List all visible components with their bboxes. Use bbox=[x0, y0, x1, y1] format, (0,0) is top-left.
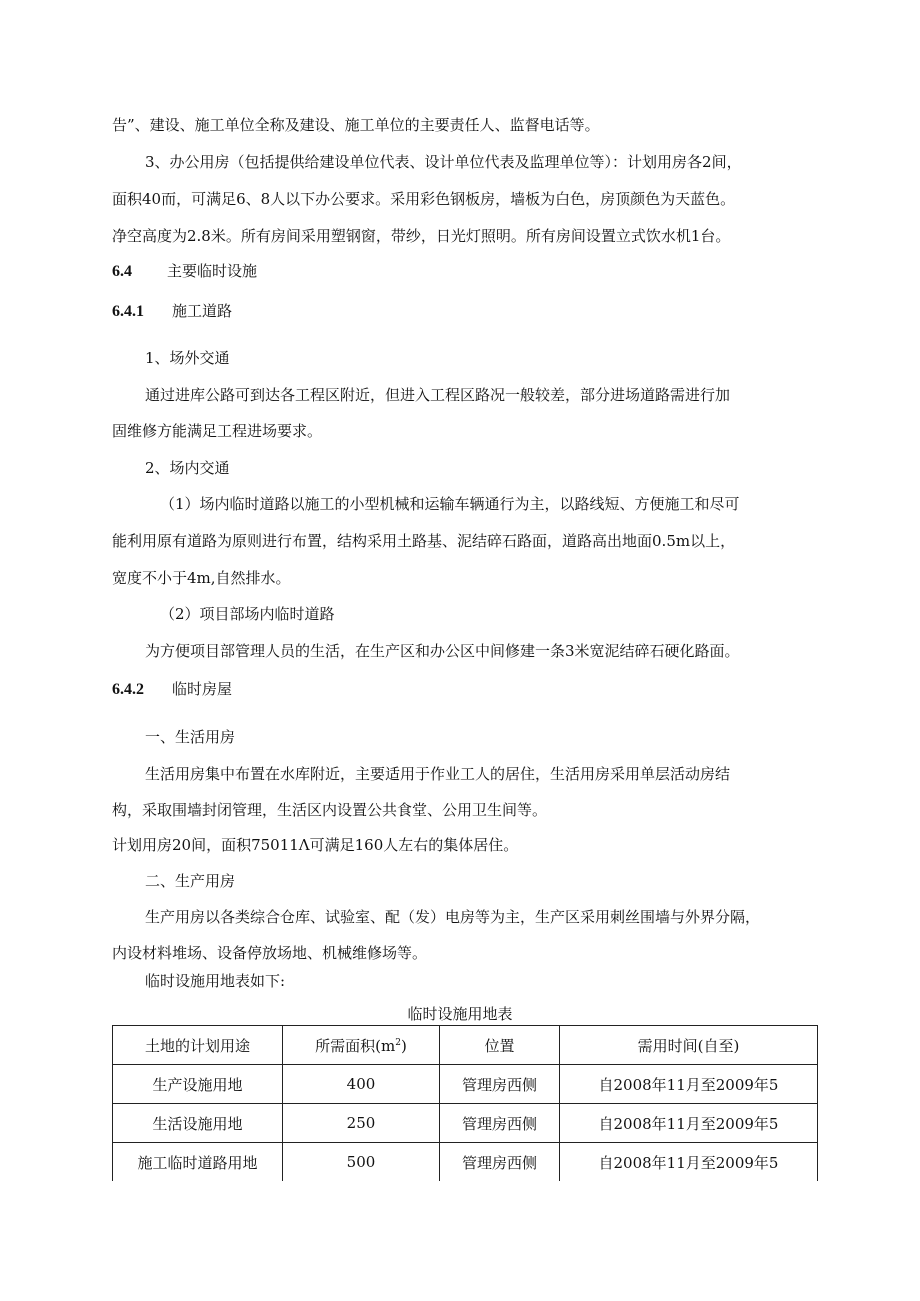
paragraph-line: 净空高度为2.8米。所有房间采用塑钢窗，带纱，日光灯照明。所有房间设置立式饮水机1台。 bbox=[112, 227, 731, 245]
section-heading bbox=[112, 679, 232, 700]
cell-time: 自2008年11月至2009年5 bbox=[560, 1104, 818, 1143]
header-cell-area bbox=[283, 1026, 440, 1065]
paragraph-line: 计划用房20间，面积75011Λ可满足160人左右的集体居住。 bbox=[112, 836, 519, 854]
cell-location: 管理房西侧 bbox=[440, 1065, 560, 1104]
paragraph-line: 宽度不小于4m,自然排水。 bbox=[112, 569, 291, 587]
header-cell-time: 需用时间(自至) bbox=[560, 1026, 818, 1065]
header-area-text: 所需面积(m bbox=[315, 1036, 396, 1055]
cell-area: 500 bbox=[283, 1143, 440, 1182]
paragraph-line: 能利用原有道路为原则进行布置，结构采用土路基、泥结碎石路面，道路高出地面0.5m以上， bbox=[112, 532, 736, 550]
header-cell-use: 土地的计划用途 bbox=[113, 1026, 283, 1065]
table-row bbox=[113, 1104, 818, 1143]
section-number: 6.4.2 bbox=[112, 681, 144, 698]
table-caption: 临时设施用地表 bbox=[407, 1005, 513, 1023]
header-cell-location: 位置 bbox=[440, 1026, 560, 1065]
list-item: 一、生活用房 bbox=[145, 728, 236, 746]
cell-use: 生产设施用地 bbox=[113, 1065, 283, 1104]
cell-time: 自2008年11月至2009年5 bbox=[560, 1065, 818, 1104]
paragraph-line: 构，采取围墙封闭管理，生活区内设置公共食堂、公用卫生间等。 bbox=[112, 801, 548, 819]
header-area-close: ) bbox=[400, 1036, 407, 1055]
list-item: （2）项目部场内临时道路 bbox=[160, 605, 335, 623]
section-number: 6.4.1 bbox=[112, 303, 144, 320]
cell-location: 管理房西侧 bbox=[440, 1143, 560, 1182]
section-title: 临时房屋 bbox=[172, 680, 233, 698]
cell-location: 管理房西侧 bbox=[440, 1104, 560, 1143]
cell-area: 400 bbox=[283, 1065, 440, 1104]
table-row bbox=[113, 1143, 818, 1182]
table-row bbox=[113, 1065, 818, 1104]
section-heading bbox=[112, 261, 257, 282]
cell-area: 250 bbox=[283, 1104, 440, 1143]
paragraph-line: 通过进库公路可到达各工程区附近，但进入工程区路况一般较差，部分进场道路需进行加 bbox=[145, 386, 731, 404]
paragraph-line: 内设材料堆场、设备停放场地、机械维修场等。 bbox=[112, 944, 428, 962]
section-title: 施工道路 bbox=[172, 302, 233, 320]
cell-time: 自2008年11月至2009年5 bbox=[560, 1143, 818, 1182]
paragraph-line: 固维修方能满足工程进场要求。 bbox=[112, 422, 323, 440]
list-item: 1、场外交通 bbox=[145, 349, 230, 367]
paragraph-line: 生活用房集中布置在水库附近，主要适用于作业工人的居住，生活用房采用单层活动房结 bbox=[145, 765, 731, 783]
paragraph-line: （1）场内临时道路以施工的小型机械和运输车辆通行为主，以路线短、方便施工和尽可 bbox=[160, 495, 740, 513]
list-item: 二、生产用房 bbox=[145, 872, 236, 890]
land-use-table bbox=[112, 1025, 818, 1181]
header-area-superscript: 2 bbox=[395, 1037, 401, 1048]
paragraph-line: 临时设施用地表如下: bbox=[145, 972, 286, 990]
cell-use: 生活设施用地 bbox=[113, 1104, 283, 1143]
paragraph-line: 告”、建设、施工单位全称及建设、施工单位的主要责任人、监督电话等。 bbox=[112, 116, 600, 134]
table-header-row bbox=[113, 1026, 818, 1065]
section-title: 主要临时设施 bbox=[167, 262, 258, 280]
cell-use: 施工临时道路用地 bbox=[113, 1143, 283, 1182]
section-heading bbox=[112, 301, 232, 322]
paragraph-line: 面积40而，可满足6、8人以下办公要求。采用彩色钢板房，墙板为白色，房顶颜色为天蓝色。 bbox=[112, 190, 736, 208]
section-number: 6.4 bbox=[112, 263, 132, 280]
list-item: 2、场内交通 bbox=[145, 459, 230, 477]
paragraph-line: 生产用房以各类综合仓库、试验室、配（发）电房等为主，生产区采用刺丝围墙与外界分隔， bbox=[145, 908, 761, 926]
paragraph-line: 3、办公用房（包括提供给建设单位代表、设计单位代表及监理单位等）：计划用房各2间， bbox=[145, 153, 742, 171]
paragraph-line: 为方便项目部管理人员的生活，在生产区和办公区中间修建一条3米宽泥结碎石硬化路面。 bbox=[145, 642, 740, 660]
